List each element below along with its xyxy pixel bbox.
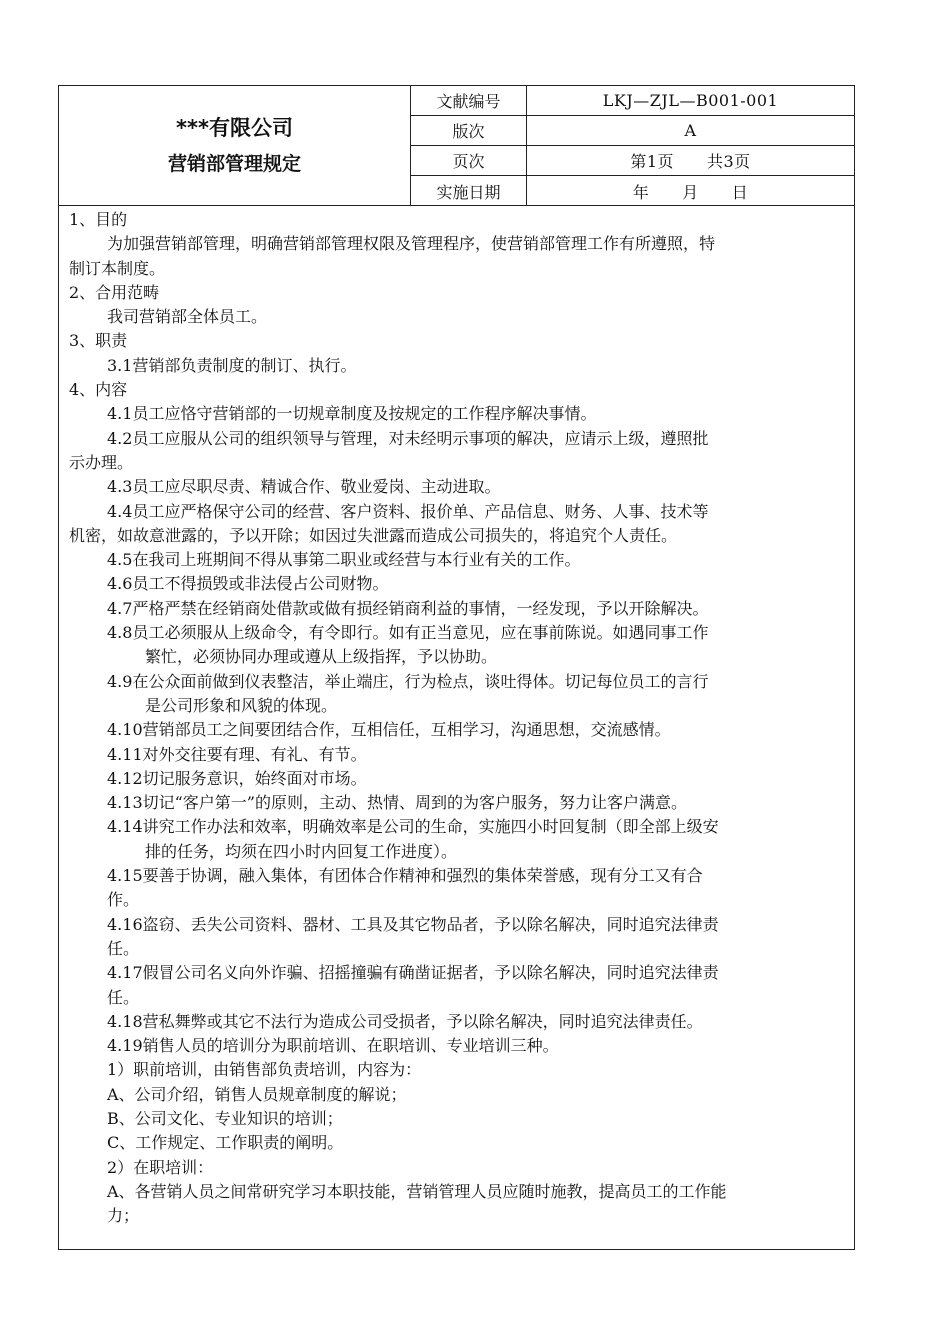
list-item: 4.16盗窃、丢失公司资料、器材、工具及其它物品者，予以除名解决，同时追究法律责 (107, 914, 719, 934)
list-item: 4.2员工应服从公司的组织领导与管理，对未经明示事项的解决，应请示上级，遵照批 (107, 428, 709, 448)
meta-value: 年 月 日 (632, 182, 749, 202)
meta-row-doc-number (411, 86, 854, 116)
list-item: 4.14讲究工作办法和效率，明确效率是公司的生命，实施四小时回复制（即全部上级安 (107, 817, 719, 837)
sub-item: 1）职前培训，由销售部负责培训，内容为： (107, 1060, 422, 1080)
list-item: 4.12切记服务意识，始终面对市场。 (107, 768, 367, 788)
list-item-continuation: 机密，如故意泄露的，予以开除；如因过失泄露而造成公司损失的，将追究个人责任。 (69, 525, 678, 545)
meta-value: LKJ—ZJL—B001-001 (602, 91, 779, 110)
document-header (59, 86, 854, 206)
meta-row-effective-date (411, 176, 854, 206)
list-item: 4.3员工应尽职尽责、精诚合作、敬业爱岗、主动进取。 (107, 477, 501, 497)
list-item: 4.4员工应严格保守公司的经营、客户资料、报价单、产品信息、财务、人事、技术等 (107, 501, 709, 521)
list-item: 4.18营私舞弊或其它不法行为造成公司受损者，予以除名解决，同时追究法律责任。 (107, 1011, 703, 1031)
list-item: 4.5在我司上班期间不得从事第二职业或经营与本行业有关的工作。 (107, 550, 581, 570)
section-heading: 3、职责 (69, 331, 128, 351)
paragraph: 3.1营销部负责制度的制订、执行。 (107, 355, 357, 375)
list-item-continuation: 作。 (107, 890, 140, 910)
meta-label: 文献编号 (411, 86, 527, 115)
meta-row-version (411, 116, 854, 146)
list-item: 4.17假冒公司名义向外诈骗、招摇撞骗有确凿证据者，予以除名解决，同时追究法律责 (107, 963, 719, 983)
sub-item: C、工作规定、工作职责的阐明。 (107, 1133, 344, 1153)
document-frame (58, 85, 855, 1250)
list-item: 4.6员工不得损毁或非法侵占公司财物。 (107, 574, 389, 594)
sub-item: A、各营销人员之间常研究学习本职技能，营销管理人员应随时施教，提高员工的工作能 (107, 1181, 727, 1201)
list-item: 4.11对外交往要有理、有礼、有节。 (107, 744, 367, 764)
sub-item-continuation: 力； (107, 1206, 140, 1226)
list-item-continuation: 示办理。 (69, 452, 134, 472)
meta-value: 第1页 共3页 (630, 152, 751, 171)
list-item: 4.10营销部员工之间要团结合作，互相信任，互相学习，沟通思想，交流感情。 (107, 720, 671, 740)
list-item: 4.9在公众面前做到仪表整洁，举止端庄，行为检点，谈吐得体。切记每位员工的言行 (107, 671, 709, 691)
list-item: 4.7严格严禁在经销商处借款或做有损经销商利益的事情，一经发现，予以开除解决。 (107, 598, 709, 618)
paragraph: 我司营销部全体员工。 (107, 307, 268, 327)
list-item-continuation: 是公司形象和风貌的体现。 (145, 695, 338, 715)
title-block (59, 86, 411, 206)
meta-label: 页次 (411, 146, 527, 175)
sub-item: A、公司介绍，销售人员规章制度的解说； (107, 1084, 407, 1104)
sub-item: B、公司文化、专业知识的培训； (107, 1108, 343, 1128)
meta-row-page (411, 146, 854, 176)
list-item: 4.1员工应恪守营销部的一切规章制度及按规定的工作程序解决事情。 (107, 404, 597, 424)
company-name: ***有限公司 (176, 116, 293, 140)
list-item-continuation: 排的任务，均须在四小时内回复工作进度）。 (145, 841, 458, 861)
document-body (69, 208, 849, 1228)
section-heading: 4、内容 (69, 380, 128, 400)
section-heading: 1、目的 (69, 210, 128, 229)
meta-value: A (684, 121, 697, 140)
list-item: 4.15要善于协调，融入集体，有团体合作精神和强烈的集体荣誉感，现有分工又有合 (107, 866, 703, 886)
list-item: 4.8员工必须服从上级命令，有令即行。如有正当意见，应在事前陈说。如遇同事工作 (107, 623, 709, 643)
meta-label: 实施日期 (411, 176, 527, 206)
list-item: 4.13切记“客户第一”的原则，主动、热情、周到的为客户服务，努力让客户满意。 (107, 793, 687, 813)
paragraph: 制订本制度。 (69, 258, 166, 278)
list-item: 4.19销售人员的培训分为职前培训、在职培训、专业培训三种。 (107, 1036, 559, 1056)
list-item-continuation: 任。 (107, 987, 140, 1007)
list-item-continuation: 繁忙，必须协同办理或遵从上级指挥，予以协助。 (145, 647, 498, 667)
paragraph: 为加强营销部管理，明确营销部管理权限及管理程序，使营销部管理工作有所遵照，特 (107, 234, 716, 254)
section-heading: 2、合用范畴 (69, 282, 160, 302)
list-item-continuation: 任。 (107, 938, 140, 958)
document-title: 营销部管理规定 (167, 153, 301, 175)
sub-item: 2）在职培训： (107, 1157, 214, 1177)
meta-label: 版次 (411, 116, 527, 145)
